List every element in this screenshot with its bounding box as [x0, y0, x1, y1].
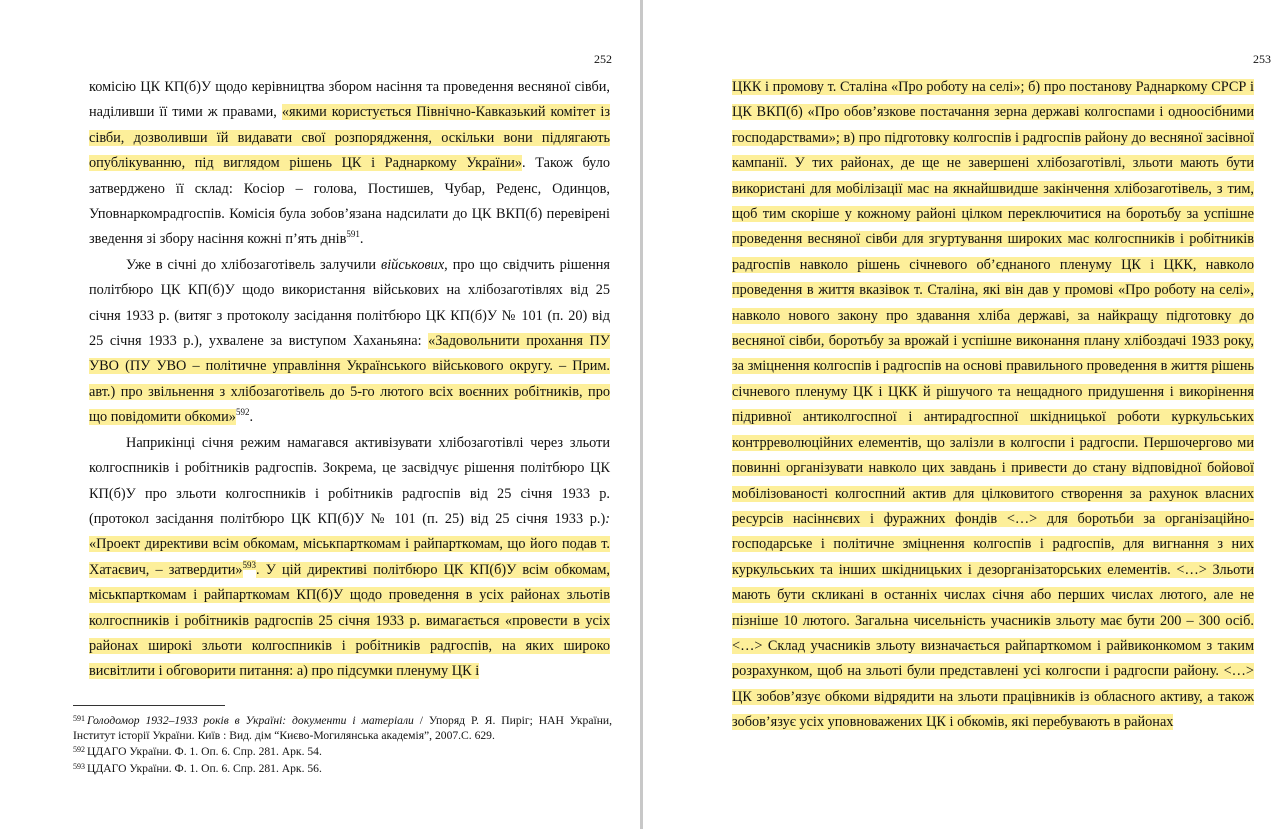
p1-text-d: .	[359, 231, 364, 248]
left-page-body	[89, 75, 610, 685]
paragraph-2	[89, 253, 610, 431]
p2-text-c: , про що свідчить рішення політбюро ЦК КП(б)У щодо використання військових на хлібозаготівлях від 25 січня 1933 р. (витяг з протоколу засідання політбюро ЦК КП(б)У № 101 (п. 20) від 25 січня 1933 р.), ухвалене за виступом Хаханьяна:	[89, 256, 610, 350]
right-page	[643, 0, 1282, 829]
footnote-ref-592[interactable]: 592	[235, 407, 250, 418]
p1-text-c: . Також було затверджено її склад: Косіор – голова, Постишев, Чубар, Реденс, Одинцов, Уповнаркомрадгоспів. Комісія була зобов’язана надсилати до ЦК ВКП(б) перевірені зведення зі збору насіння кожні п’ять днів	[89, 155, 610, 248]
footnote-title: Голодомор 1932–1933 років в Україні: документи і матеріали	[87, 714, 414, 727]
page-number-left: 252	[594, 52, 612, 66]
highlight-quote-3: «Проект директиви всім обкомам, міськпарткомам і райпарткомам, що його подав т. Хатаєвич, – затвердити»	[89, 536, 610, 578]
footnote-592	[73, 743, 612, 760]
footnote-text: ЦДАГО України. Ф. 1. Оп. 6. Спр. 281. Арк. 54.	[87, 745, 322, 758]
paragraph-1	[89, 75, 610, 253]
footnote-text: ЦДАГО України. Ф. 1. Оп. 6. Спр. 281. Арк. 56.	[87, 761, 322, 775]
highlight-quote-2: «Задовольнити прохання ПУ УВО (ПУ УВО – політичне управління Українського військового округу. – Прим. авт.) про звільнення з хлібозаготівель до 5-го лютого всіх воєнних робітників, про що повідомити обкоми»	[89, 333, 610, 426]
page-number-right: 253	[1253, 52, 1271, 66]
footnote-separator	[73, 705, 225, 706]
footnote-mark: 592	[73, 745, 85, 754]
p3-text-a: Наприкінці січня режим намагався активізувати хлібозаготівлі через зльоти колгоспників і робітників радгоспів. Зокрема, це засвідчує рішення політбюро ЦК КП(б)У про зльоти колгоспників і робітників радгоспів від 25 січня 1933 р. (протокол засідання політбюро ЦК КП(б)У № 101 (п. 25) від 25 січня 1933 р.)	[89, 434, 610, 527]
p3-text-d: .	[256, 561, 266, 578]
right-page-body	[732, 75, 1254, 736]
footnote-text: / Упоряд Р. Я. Пиріг; НАН України, Інститут історії України. Київ : Вид. дім “Києво-Могилянська академія”, 2007.С. 629.	[73, 714, 612, 742]
footnote-593	[73, 760, 612, 777]
p2-italic-word: військових	[381, 256, 445, 273]
p2-text-a: Уже в січні до хлібозаготівель залучили	[126, 256, 381, 273]
footnotes	[73, 712, 612, 776]
right-paragraph	[732, 75, 1254, 736]
footnote-mark: 593	[73, 761, 85, 771]
highlight-quote-1: «якими користується Північно-Кавказький комітет із сівби, дозволивши їй видавати свої розпорядження, оскільки вони підлягають опублікуванню, під виглядом рішень ЦК і Раднаркому України»	[89, 104, 611, 172]
left-page	[0, 0, 640, 829]
p2-text-e: .	[249, 409, 254, 426]
highlight-right-quote: ЦКК і промову т. Сталіна «Про роботу на селі»; б) про постанову Раднаркому СРСР і ЦК ВКП(б) «Про обов’язкове постачання зерна державі колгоспами і одноосібними господарствами»; в) про підготовку колгоспів і радгоспів району до весняної засівної кампанії. У тих районах, де ще не завершені хлібозаготівлі, зльоти мають бути використані для мобілізації мас на якнайшвидше закінчення хлібозаготівель, з тим, щоб тим скоріше у кожному районі цілком переключитися на боротьбу за успішне проведення весняної сівби для згуртування широких мас колгоспників і робітників радгоспів навколо рішень січневого об’єднаного пленуму ЦК і ЦКК, навколо проведення в життя вказівок т. Сталіна, які він дав у промові «Про роботу на селі», навколо нового закону про здавання хліба державі, за найкращу підготовку до весняної сівби, боротьбу за врожай і успішне виконання плану хлібоздачі 1933 року, за зміцнення колгоспів і радгоспів на основі правильного проведення в життя рішень січневого пленуму ЦК і ЦКК й рішучого та нещадного придушення і викорінення підривної антиколгоспної і антирадгоспної шкідницької роботи куркульських контрреволюційних елементів, що залізли в колгоспи і радгоспи. Першочергово ми повинні організувати навколо цих завдань і привести до стану відповідної бойової мобілізованості колгоспний актив для цілковитого створення за рахунок власних ресурсів насіннєвих і фуражних фондів <…> для боротьби за організаційно-господарське і політичне зміцнення колгоспів і радгоспів, для вигнання з них куркульських та інших шкідницьких і дезорганізаторських елементів. <…> Зльоти мають бути скликані в останніх числах січня або перших числах лютого, але не пізніше 10 лютого. Загальна чисельність учасників зльоту має бути 200 – 300 осіб. <…> Склад учасників зльоту визначається райпарткомом і райвиконкомом з таким розрахунком, щоб на зльоті були представлені усі колгоспи і радгоспи району. <…> ЦК зобов’язує обкоми відрядити на зльоти працівників із обласного активу, а також зобов’язує усіх уповноважених ЦК і обкомів, які перебувають в районах	[732, 79, 1254, 731]
footnote-ref-593[interactable]: 593	[242, 559, 257, 570]
footnote-mark: 591	[73, 714, 85, 723]
p3-colon: :	[605, 510, 610, 527]
footnote-591	[73, 712, 612, 743]
paragraph-3	[89, 431, 610, 685]
p1-text-a: комісію ЦК КП(б)У щодо керівництва збором насіння та проведення весняної сівби, наділивши її тими ж правами,	[89, 79, 610, 121]
footnote-ref-591[interactable]: 591	[346, 229, 360, 240]
highlight-directive: У цій директиві політбюро ЦК КП(б)У всім обкомам, міськпарткомам і райпарткомам КП(б)У щодо проведення в усіх районах зльотів колгоспників і робітників радгоспів 25 січня 1933 р. вимагається «провести в усіх районах широкі зльоти колгоспників і робітників радгоспів, на яких широко висвітлити і обговорити питання: а) про підсумки пленуму ЦК і	[89, 561, 610, 680]
